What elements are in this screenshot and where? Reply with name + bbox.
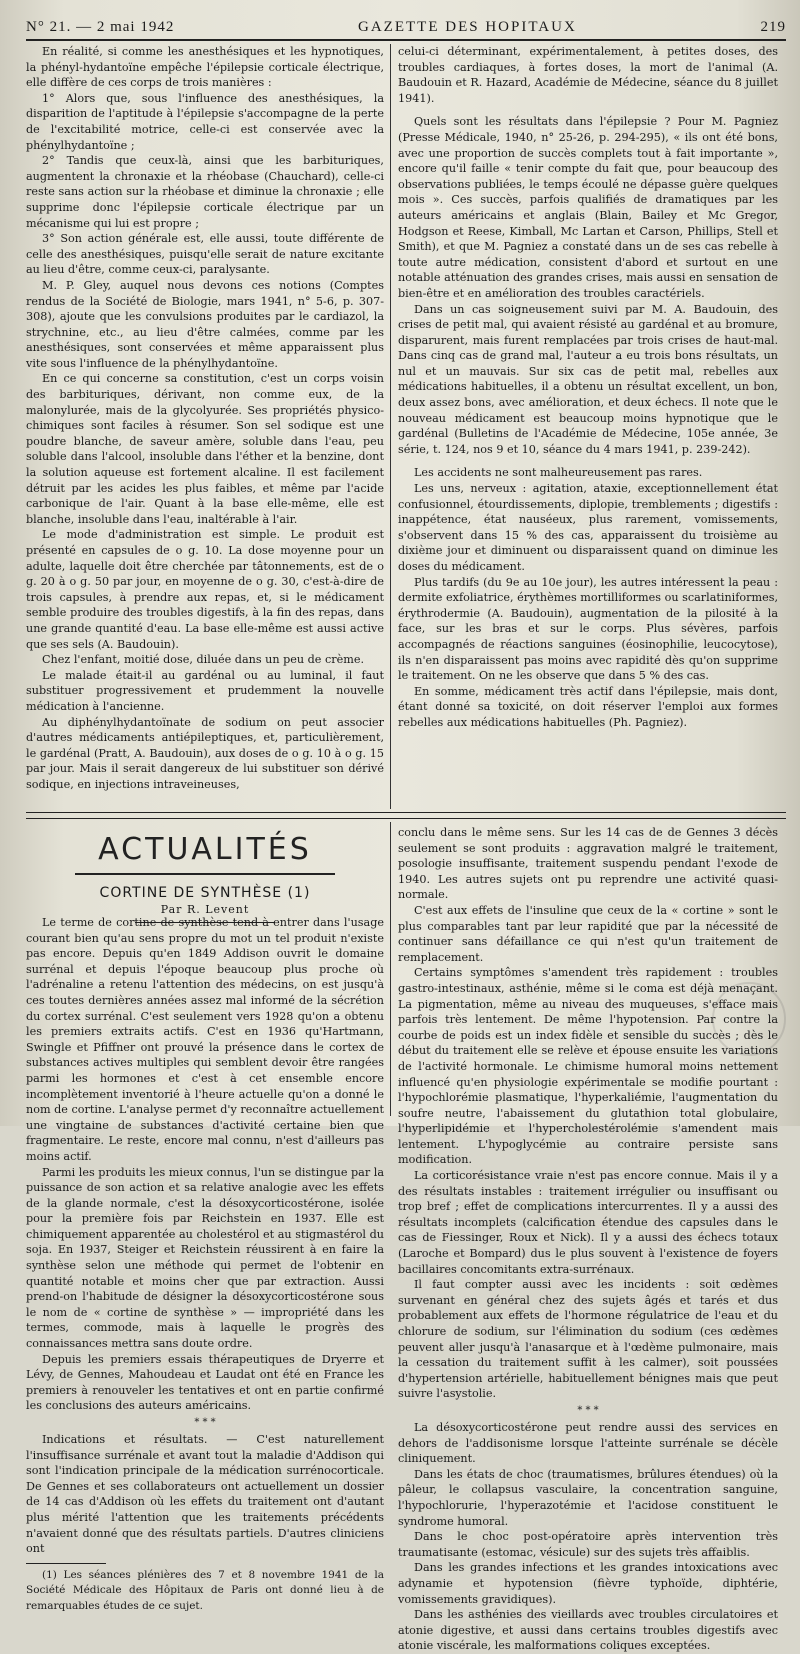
article-title: CORTINE DE SYNTHÈSE (1) — [99, 885, 311, 901]
paragraph: Les uns, nerveux : agitation, ataxie, exceptionnellement état confusionnel, étourdissements, diplopie, tremblements ; digestifs : inappétence, état nauséeux, plus rarement, vomissements, s'observent dans 15 % des cas, apparaissent du troisième au dixième jour et diminuent ou disparaissent quand on diminue les doses du médicament. — [398, 482, 778, 573]
section-title-rule — [75, 873, 335, 875]
section-stars: * * * — [577, 1404, 599, 1416]
paragraph: Dans les asthénies des vieillards avec troubles circulatoires et atonie digestive, et aussi dans certains troubles digestifs avec atonie viscérale, les malformations coliques exceptées. — [398, 1608, 778, 1653]
page-number: 219 — [760, 19, 786, 35]
paragraph: C'est aux effets de l'insuline que ceux de la « cortine » sont le plus comparables tant par leur rapidité que par la nécessité de continuer sans défaillance ce qui n'est qu'un traitement de remplacement. — [398, 903, 778, 964]
paragraph: Dans les états de choc (traumatismes, brûlures étendues) où la pâleur, le collapsus vasculaire, la concentration sanguine, l'hypochlorurie, l'hyperazotémie et l'acidose constituent le syndrome humoral. — [398, 1467, 778, 1528]
paragraph: Parmi les produits les mieux connus, l'un se distingue par la puissance de son action et sa relative analogie avec les effets de la glande normale, c'est la désoxycorticostérone, isolée pour la première fois par Reichstein en 1937. Elle est chimiquement apparentée au cholestérol et au stigmastérol du soja. En 1937, Steiger et Reichstein réussirent à en faire la synthèse selon une méthode qui permet de l'obtenir en quantité notable et moins cher que par extraction. Aussi prend-on l'habitude de désigner la désoxycorticostérone sous le nom de « cortine de synthèse » — impropriété dans les termes, commode, mais à laquelle le progrès des connaissances mettra sans doute ordre. — [26, 1165, 384, 1351]
paragraph: Le malade était-il au gardénal ou au luminal, il faut substituer progressivement et prudemment la nouvelle médication à l'ancienne. — [26, 668, 384, 713]
paragraph: Au diphénylhydantoïnate de sodium on peut associer d'autres médicaments antiépileptiques, et, particulièrement, le gardénal (Pratt, A. Baudouin), aux doses de o g. 10 à o g. 15 par jour. Mais il serait dangereux de lui substituer son dérivé sodique, en injections intraveineuses, — [26, 715, 384, 791]
footnote: (1) Les séances plénières des 7 et 8 novembre 1941 de la Société Médicale des Hôpitaux de Paris ont donné lieu à de remarquables études de ce sujet. — [26, 1568, 384, 1612]
paragraph: Certains symptômes s'amendent très rapidement : troubles gastro-intestinaux, asthénie, même si le coma est déjà menaçant. La pigmentation, même au niveau des muqueuses, s'efface mais parfois très lentement. De même l'hypotension. Par contre la courbe de poids est un index fidèle et sensible du succès ; dès le début du traitement elle se relève et épouse ensuite les variations de l'activité hormonale. Le chimisme humoral moins nettement influencé qu'en physiologie expérimentale se modifie pourtant : l'hypochlorémie plasmatique, l'hyperkaliémie, l'augmentation du soufre neutre, l'abaissement du glutathion total globulaire, l'hyperlipidémie et l'hypercholestérolémie s'amendent mais lentement. L'hypoglycémie au contraire persiste sans modification. — [398, 966, 778, 1167]
paragraph: Plus tardifs (du 9e au 10e jour), les autres intéressent la peau : dermite exfoliatrice, érythèmes mortilliformes ou scarlatiniformes, érythrodermie (A. Baudouin), augmentation de la pilosité à la face, sur les bras et sur le corps. Plus sévères, parfois accompagnés de réactions sanguines (éosinophilie, leucocytose), ils n'en disparaissent pas moins avec rapidité dès qu'on supprime le traitement. On ne les observe que dans 5 % des cas. — [398, 575, 778, 683]
paragraph: Quels sont les résultats dans l'épilepsie ? Pour M. Pagniez (Presse Médicale, 1940, n° 25-26, p. 294-295), « ils ont été bons, avec une proportion de succès complets tout à fait importante », encore qu'il faille « tenir compte du fait que, pour beaucoup des observations publiées, le temps écoulé ne dépasse guère quelques mois ». Ces succès, parfois qualifiés de dramatiques par les auteurs américains et anglais (Blain, Bailey et Mc Gregor, Hodgson et Reese, Kimball, Mc Lartan et Carson, Phillips, Stell et Smith), et que M. Pagniez a constaté dans un de ses cas rebelle à toute autre médication, consistent d'abord et surtout en une notable atténuation des grandes crises, mais aussi en sensation de bien-être et en amélioration des troubles caractériels. — [398, 115, 778, 300]
section-header — [26, 828, 384, 923]
paragraph: La désoxycorticostérone peut rendre aussi des services en dehors de l'addisonisme lorsque l'atteinte surrénale se décèle cliniquement. — [398, 1420, 778, 1466]
article-byline: Par R. Levent — [160, 903, 250, 916]
issue-date: N° 21. — 2 mai 1942 — [26, 19, 175, 35]
paragraph: M. P. Gley, auquel nous devons ces notions (Comptes rendus de la Société de Biologie, mars 1941, n° 5-6, p. 307-308), ajoute que les convulsions produites par le cardiazol, la strychnine, etc., au lieu d'être calmées, comme par les anesthésiques, sont conservées et même apparaissent plus vite sous l'influence de la phénylhydantoïne. — [26, 278, 384, 370]
paragraph: Chez l'enfant, moitié dose, diluée dans un peu de crème. — [42, 653, 365, 667]
paragraph: Dans les grandes infections et les grandes intoxications avec adynamie et hypotension (fièvre typhoïde, diphtérie, vomissements gravidiques). — [398, 1561, 778, 1606]
paragraph: 3° Son action générale est, elle aussi, toute différente de celle des anesthésiques, puisqu'elle serait de nature excitante au lieu d'être, comme ceux-ci, paralysante. — [26, 232, 384, 277]
library-stamp-icon — [712, 982, 786, 1056]
section-stars: * * * — [194, 1417, 216, 1428]
column-top-left — [26, 44, 384, 802]
paragraph: Depuis les premiers essais thérapeutiques de Dryerre et Lévy, de Gennes, Mahoudeau et Laudat ont été en France les premiers à renouveler les tentatives et ont en partie confirmé les conclusions des auteurs américains. — [26, 1352, 384, 1413]
paragraph: 2° Tandis que ceux-là, ainsi que les barbituriques, augmentent la chronaxie et la rhéobase (Chauchard), celle-ci reste sans action sur la rhéobase et diminue la chronaxie ; elle supprime donc l'épilepsie corticale électrique par un mécanisme qui lui est propre ; — [26, 154, 384, 230]
paragraph: celui-ci déterminant, expérimentalement, à petites doses, des troubles cardiaques, à fortes doses, la mort de l'animal (A. Baudouin et R. Hazard, Académie de Médecine, séance du 8 juillet 1941). — [398, 45, 778, 105]
paragraph: La corticorésistance vraie n'est pas encore connue. Mais il y a des résultats instables : traitement irrégulier ou insuffisant ou trop bref ; effet de complications intercurrentes. Il y a aussi des résultats incomplets (calcification étendue des capsules dans le cas de Fiessinger, Roux et Nick). Il y a aussi des échecs totaux (Laroche et Bompard) dus le plus souvent à l'existence de foyers bacillaires concomitants extra-surrénaux. — [398, 1169, 778, 1276]
column-bottom-left — [26, 915, 384, 1612]
paragraph: Dans le choc post-opératoire après intervention très traumatisante (estomac, vésicule) sur des sujets très affaiblis. — [398, 1530, 778, 1559]
column-divider-bottom — [390, 822, 391, 1116]
paragraph: Le mode d'administration est simple. Le produit est présenté en capsules de o g. 10. La dose moyenne pour un adulte, laquelle doit être cherchée par tâtonnements, est de o g. 20 à o g. 50 par jour, en moyenne de o g. 30, c'est-à-dire de trois capsules, à prendre aux repas, et, si le médicament semble produire des troubles digestifs, à la fin des repas, dans une grande quantité d'eau. La base elle-même est aussi active que ses sels (A. Baudouin). — [26, 528, 384, 651]
paragraph: En somme, médicament très actif dans l'épilepsie, mais dont, étant donné sa toxicité, on doit réserver l'emploi aux formes rebelles aux médications habituelles (Ph. Pagniez). — [398, 684, 778, 729]
paragraph: En ce qui concerne sa constitution, c'est un corps voisin des barbituriques, dérivant, non comme eux, de la malonylurée, mais de la glycolyurée. Ses propriétés physico-chimiques sont faciles à résumer. Son sel sodique est une poudre blanche, de saveur amère, soluble dans l'eau, peu soluble dans l'alcool, insoluble dans l'éther et la benzine, dont la solution aqueuse est fortement alcaline. Il est facilement détruit par les acides les plus faibles, et même par l'acide carbonique de l'air. Quant à la base elle-même, elle est blanche, insoluble dans l'eau, inaltérable à l'air. — [26, 372, 384, 526]
section-title: ACTUALITÉS — [98, 832, 312, 867]
paragraph: conclu dans le même sens. Sur les 14 cas de de Gennes 3 décès seulement se sont produits : aggravation malgré le traitement, posologie insuffisante, traitement suspendu pendant l'exode de 1940. Les autres sujets ont pu reprendre une activité quasi-normale. — [398, 826, 778, 902]
paragraph: Le terme de cortine de synthèse tend à entrer dans l'usage courant bien qu'au sens propre du mot un tel produit n'existe pas encore. Depuis qu'en 1849 Addison ouvrit le domaine surrénal et depuis l'époque beaucoup plus proche où l'adrénaline a retenu l'attention des médecins, on est jusqu'à ces toutes dernières années assez mal informé de la sécrétion du cortex surrénal. C'est seulement vers 1928 qu'on a obtenu les premiers extraits actifs. C'est en 1936 qu'Hartmann, Swingle et Pfiffner ont prouvé la présence dans le cortex de substances actives multiples qui semblent devoir être rangées parmi les hormones et c'est à cet ensemble encore incomplètement inventorié à l'heure actuelle qu'on a donné le nom de cortine. L'analyse permet d'y reconnaître actuellement une vingtaine de substances d'activité certaine bien que fragmentaire. Le reste, encore mal connu, n'est d'ailleurs pas moins actif. — [26, 916, 384, 1163]
section-divider — [26, 812, 786, 819]
journal-title: GAZETTE DES HOPITAUX — [358, 19, 577, 35]
paragraph: Il faut compter aussi avec les incidents : soit œdèmes survenant en général chez des sujets âgés et tarés et dus probablement aux effets de l'hormone régulatrice de l'eau et du chlorure de sodium, sur l'élimination du sodium (ces œdèmes peuvent aller jusqu'à l'anasarque et à l'œdème pulmonaire, mais la cessation du traitement suffit à les calmer), soit poussées d'hypertension artérielle, habituellement bénignes mais que peut suivre l'asystolie. — [398, 1278, 778, 1401]
page-header — [26, 10, 786, 41]
paragraph: Les accidents ne sont malheureusement pas rares. — [414, 466, 703, 480]
paragraph: 1° Alors que, sous l'influence des anesthésiques, la disparition de l'aptitude à l'épilepsie s'accompagne de la perte de l'excitabilité motrice, celle-ci est conservée avec la phénylhydantoïne ; — [26, 91, 384, 152]
column-bottom-right — [398, 825, 778, 1653]
paragraph: Indications et résultats. — C'est naturellement l'insuffisance surrénale et avant tout la maladie d'Addison qui sont l'indication principale de la médication surrénocorticale. De Gennes et ses collaborateurs ont actuellement un dossier de 14 cas d'Addison où les effets du traitement ont d'autant plus mérité l'attention que les traitements précédents n'avaient donné que des résultats partiels. D'autres cliniciens ont — [26, 1433, 384, 1556]
paragraph: Dans un cas soigneusement suivi par M. A. Baudouin, des crises de petit mal, qui avaient résisté au gardénal et au bromure, disparurent, mais furent remplacées par trois crises de haut-mal. Dans cinq cas de grand mal, l'auteur a eu trois bons résultats, un nul et un mauvais. Sur six cas de petit mal, rebelles aux médications habituelles, il a obtenu un résultat excellent, un bon, deux assez bons, avec amélioration, et deux échecs. Il note que le nouveau médicament est beaucoup moins hypnotique que le gardénal (Bulletins de l'Académie de Médecine, 105e année, 3e série, t. 124, nos 9 et 10, séance du 4 mars 1941, p. 239-242). — [398, 302, 778, 456]
footnote-rule — [26, 1563, 106, 1564]
column-divider-top — [390, 44, 391, 809]
paragraph: En réalité, si comme les anesthésiques et les hypnotiques, la phényl-hydantoïne empêche l'épilepsie corticale électrique, elle diffère de ces corps de trois manières : — [26, 45, 384, 90]
column-top-right — [398, 44, 778, 809]
